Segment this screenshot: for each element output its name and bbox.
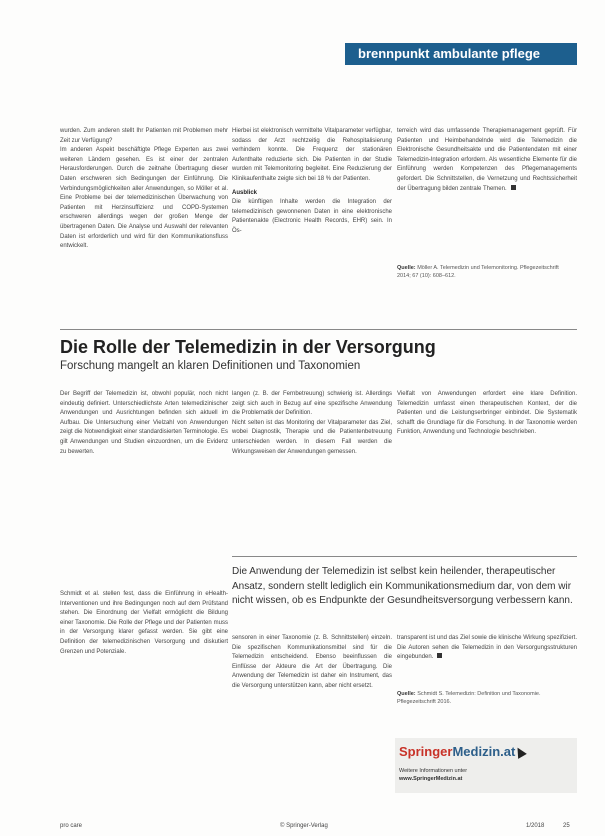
paragraph: Vielfalt von Anwendungen erfordert eine klare Definition. Telemedizin umfasst einen therapeutischen Kontext, der die Patienten und die Leistungserbringer einbindet. Die Systematik schafft die Grundlage für die Forschung. In der Taxonomie werden Funktion, Anwendung und Technologie beschrieben. <box>397 391 577 436</box>
article-reference: Quelle: Schmidt S. Telemedizin: Definition und Taxonomie. Pflegezeitschrift 2016. <box>397 691 541 705</box>
footer-page-number: 25 <box>563 823 570 829</box>
article-column-2-lower <box>232 634 392 814</box>
paragraph: Schmidt et al. stellen fest, dass die Einführung in eHealth-Interventionen und ihre Bedingungen noch auf dem Prüfstand stehen. Die Einordnung der Vielfalt ermöglicht die Bildung einer Taxonomie. Die Rolle der Pflege und der Patienten muss in der Versorgung klarer gefasst werden. Sie gibt eine Definition der telemedizinischen Versorgung und diskutiert Grenzen und Potenziale. <box>60 591 228 655</box>
paragraph: Nicht selten ist das Monitoring der Vitalparameter das Ziel, wobei Diagnostik, Therapie und die Patientenbetreuung unterschieden werden. In diesem Fall werden die Wirkungsweisen der Anwendungen gemessen. <box>232 419 392 455</box>
paragraph: transparent ist und das Ziel sowie die klinische Wirkung spezifiziert. Die Autoren sehen die Telemedizin in den Versorgungsstrukturen eingebunden. <box>397 635 577 661</box>
end-mark-icon <box>437 653 442 658</box>
paragraph: terreich wird das umfassende Therapiemanagement geprüft. Für Patienten und Heimbehandelnde wird die Telemedizin die Elektronische Gesundheitsakte und die Patientendaten mit einer Telemedizin-Integration erfordern. Als wesentliche Elemente für die Einführung werden Kompetenzen des Pflegemanagements gefordert. Die Schnittstellen, die Vernetzung und Rechtssicherheit der Übertragung bilden zentrale Themen. <box>397 128 577 192</box>
section-heading: Ausblick <box>232 189 258 196</box>
article-subtitle: Forschung mangelt an klaren Definitionen und Taxonomien <box>60 360 361 372</box>
article-column-3-lower <box>397 634 577 674</box>
quote-rule <box>232 556 577 557</box>
promo-link[interactable]: www.SpringerMedizin.at <box>399 776 463 782</box>
paragraph: sensoren in einer Taxonomie (z. B. Schnittstellen) einzeln. Die spezifischen Kommunikationsmittel sind für die Telemedizin entscheidend. Ebenso beeinflussen die Einflüsse der Akteure die Art der Übertragung. Die Anwendung der Telemedizin ist daher ein Instrument, das die Versorgung unterstützen kann, aber nicht ersetzt. <box>232 635 392 689</box>
article-column-1 <box>60 390 228 815</box>
paragraph: Hierbei ist elektronisch vermittelte Vitalparameter verfügbar, sodass der Arzt rechtzeitig die Rehospitalisierung verhindern konnte. Die Frequenz der stationären Aufenthalte reduzierte sich. Die Patienten in der Studie wurden mit Telemonitoring begleitet. Eine Reduzierung der Klinikaufenthalte zeigte sich bei 18 % der Patienten. <box>232 128 392 182</box>
top-column-3 <box>397 127 577 262</box>
paragraph: Im anderen Aspekt beschäftigte Pflege Experten aus zwei weiteren Ländern gesehen. Es ist einer der zentralen Herausforderungen. Durch die zeitnahe Übertragung dieser Daten erschweren sich Bedingungen der Einführung. Die Verbindungsmöglichkeiten aller Anwendungen, so Möller et al. Eine Probleme bei der telemedizinischen Überwachung von Patienten mit Herzinsuffizienz und COPD-Systemen erschweren allerdings wegen der großen Menge der übertragenen Daten. Die Analyse und Auswahl der relevanten Daten ist erforderlich und wird für den Kommunikationsfluss entwickelt. <box>60 147 228 250</box>
paragraph: Die künftigen Inhalte werden die Integration der telemedizinisch gewonnenen Daten in eine elektronische Patientenakte (Electronic Health Records, EHR) sein. In Ös- <box>232 199 392 234</box>
end-mark-icon <box>511 185 516 190</box>
article-column-2 <box>232 390 392 550</box>
article-column-3 <box>397 390 577 550</box>
divider <box>60 329 577 330</box>
section-title: brennpunkt ambulante pflege <box>358 46 541 61</box>
promo-text: Weitere Informationen unter www.SpringerMedizin.at <box>399 768 468 782</box>
paragraph: langen (z. B. der Fernbetreuung) schwierig ist. Allerdings zeigt sich auch in Bezug auf eine spezifische Anwendung die Problematik der Definition. <box>232 391 392 417</box>
top-column-2 <box>232 127 392 327</box>
springermedizin-logo[interactable]: SpringerMedizin.at <box>399 744 516 759</box>
top-column-1 <box>60 127 228 327</box>
top-reference: Quelle: Möller A. Telemedizin und Telemonitoring. Pflegezeitschrift 2014; 67 (10): 608–612. <box>397 265 559 279</box>
footer-journal: pro care <box>60 823 83 829</box>
footer-publisher: © Springer-Verlag <box>280 823 328 829</box>
pull-quote: Die Anwendung der Telemedizin ist selbst kein heilender, therapeutischer Ansatz, sondern stellt lediglich ein Kommunikationsmedium dar, von dem wir nicht wissen, ob es Endpunkte der Gesundheitsversorgung verbessern kann. <box>232 566 573 607</box>
paragraph: Der Begriff der Telemedizin ist, obwohl populär, noch nicht eindeutig definiert. Unterschiedlichste Arten telemedizinischer Anwendungen und Ausrichtungen befinden sich aktuell im Aufbau. Die Untersuchung einer Vielzahl von Anwendungen zeigt die Notwendigkeit einer standardisierten Terminologie. Es gilt Anwendungen und Studien einzuordnen, um die Evidenz zu bewerten. <box>60 391 228 455</box>
article-title: Die Rolle der Telemedizin in der Versorgung <box>60 337 436 357</box>
paragraph: wurden. Zum anderen stellt Ihr Patienten mit Problemen mehr Zeit zur Verfügung? <box>60 128 228 144</box>
footer-issue: 1/2018 <box>526 823 545 829</box>
